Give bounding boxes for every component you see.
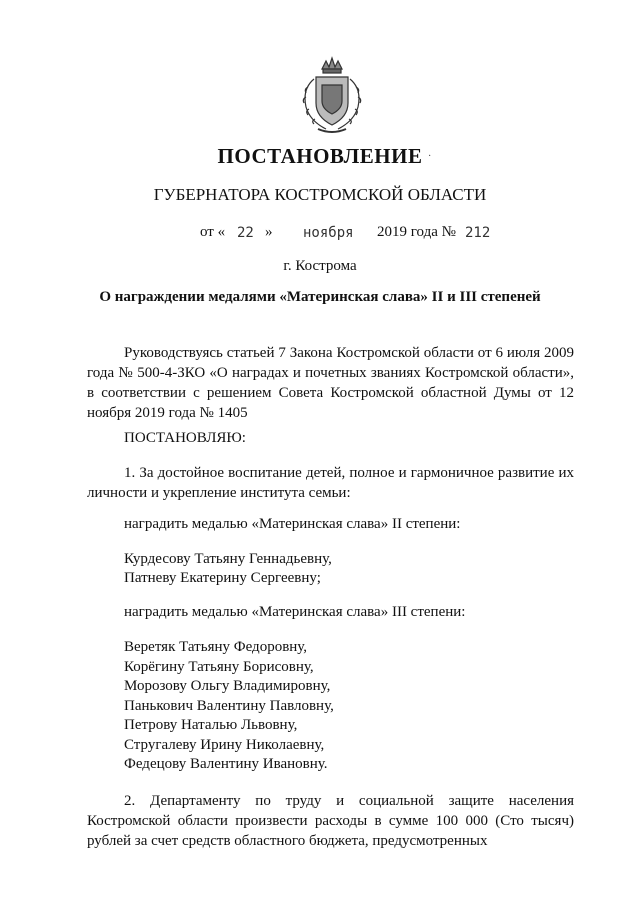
list-item: Стругалеву Ирину Николаевну, [124, 737, 325, 753]
city-line: г. Кострома [283, 258, 357, 274]
list-item: Федецову Валентину Ивановну. [124, 756, 328, 772]
document-heading: О награждении медалями «Материнская слава» II и III степеней [99, 289, 541, 305]
document-number: 212 [465, 225, 491, 241]
list-item: Веретяк Татьяну Федоровну, [124, 639, 308, 655]
list-item: Панькович Валентину Павловну, [124, 698, 334, 714]
award-3-label: наградить медалью «Материнская слава» III степени: [124, 604, 466, 620]
date-mid: » [265, 224, 273, 240]
list-item: Петрову Наталью Львовну, [124, 717, 298, 733]
scan-mark: · [428, 151, 432, 162]
preamble-paragraph: Руководствуясь статьей 7 Закона Костромской области от 6 июля 2009 года № 500-4-ЗКО «О наградах и почетных званиях Костромской области», в соответствии с решением Совета Костромской областной Думы от 12 ноября 2019 года № 1405 [87, 345, 574, 421]
coat-of-arms-emblem [296, 55, 368, 137]
date-month: ноября [303, 225, 354, 241]
list-item: Курдесову Татьяну Геннадьевну, [124, 551, 332, 567]
document-title: ПОСТАНОВЛЕНИЕ [217, 144, 423, 168]
list-item: Патневу Екатерину Сергеевну; [124, 570, 321, 586]
date-year: 2019 года № [377, 224, 456, 240]
date-day: 22 [237, 225, 254, 241]
item-2-paragraph: 2. Департаменту по труду и социальной защите населения Костромской области произвести расходы в сумме 100 000 (Сто тысяч) рублей за счет средств областного бюджета, предусмотренных [87, 793, 574, 849]
document-subtitle: ГУБЕРНАТОРА КОСТРОМСКОЙ ОБЛАСТИ [153, 185, 487, 204]
list-item: Морозову Ольгу Владимировну, [124, 678, 331, 694]
date-prefix: от « [200, 224, 226, 240]
resolve-line: ПОСТАНОВЛЯЮ: [124, 430, 246, 446]
award-2-label: наградить медалью «Материнская слава» II степени: [124, 516, 461, 532]
list-item: Корёгину Татьяну Борисовну, [124, 659, 314, 675]
item-1-paragraph: 1. За достойное воспитание детей, полное и гармоничное развитие их личности и укрепление института семьи: [87, 465, 574, 501]
